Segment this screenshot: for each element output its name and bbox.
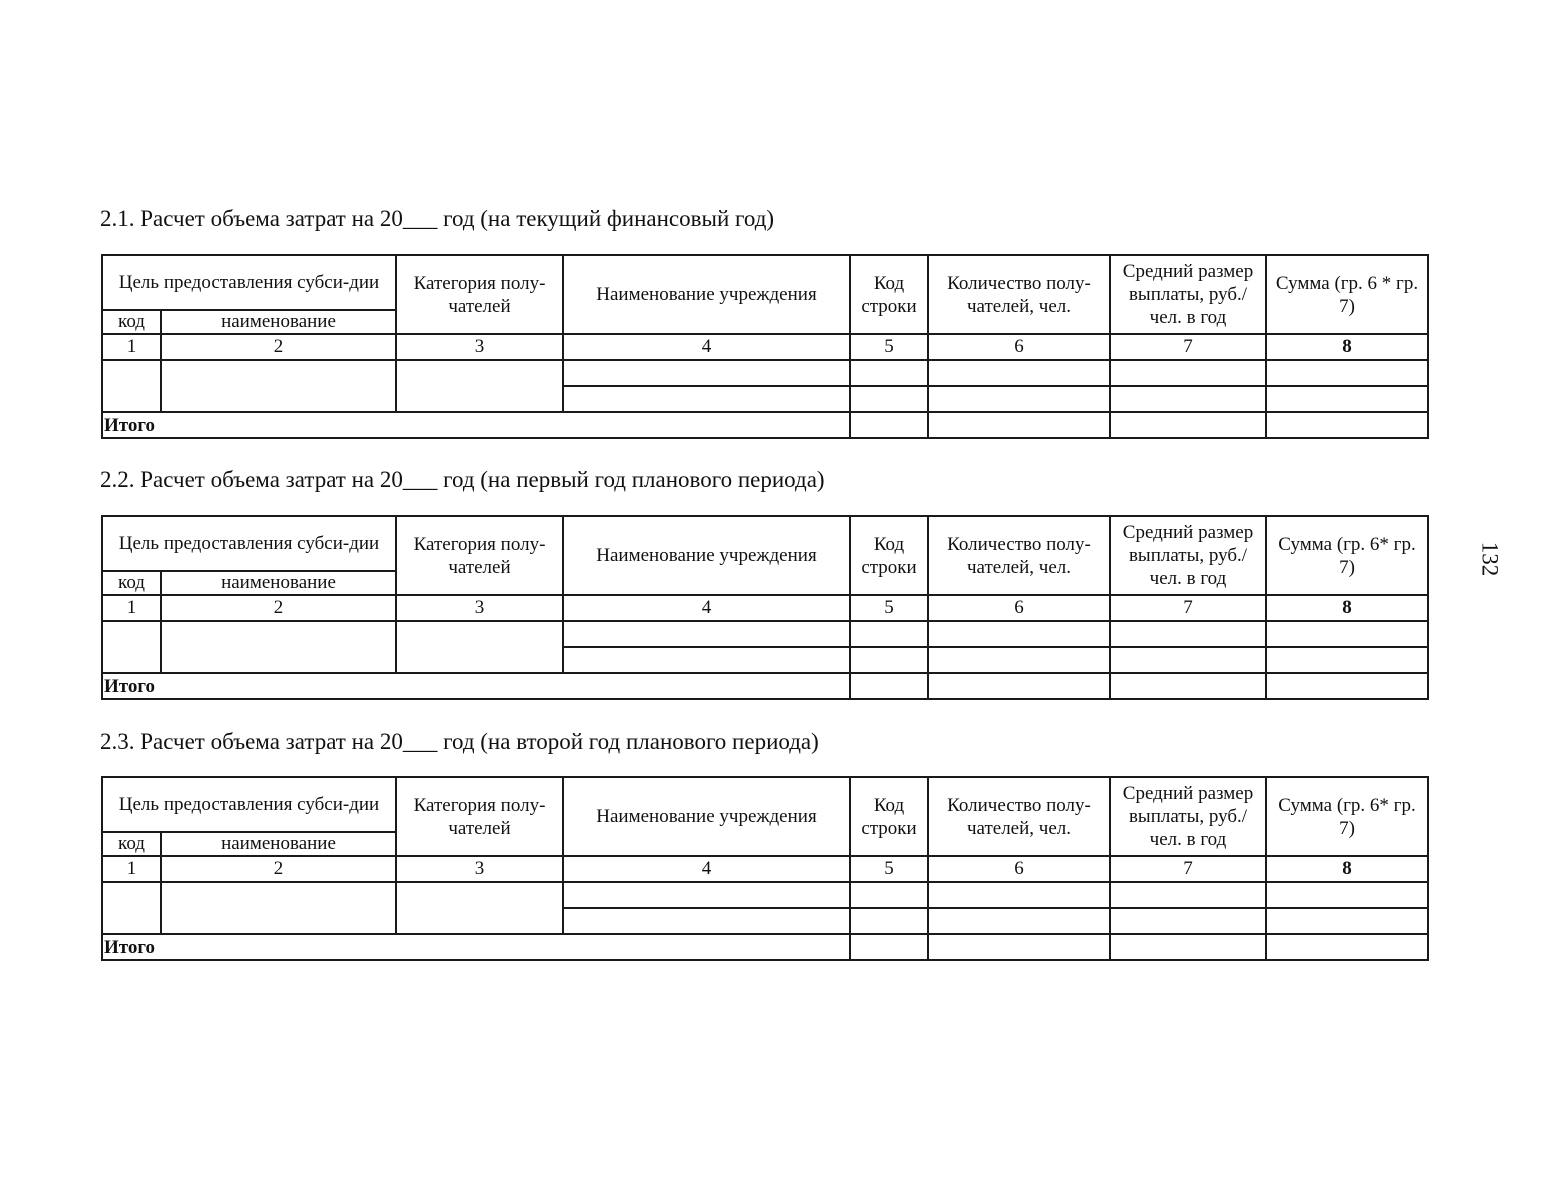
total-row-code xyxy=(850,673,928,699)
header-row-code: Код строки xyxy=(850,255,928,334)
header-sum: Сумма (гр. 6* гр. 7) xyxy=(1266,516,1428,595)
col-num-6: 6 xyxy=(928,595,1110,621)
total-row-code xyxy=(850,934,928,960)
cell-sum xyxy=(1266,621,1428,647)
total-recipients xyxy=(928,412,1110,438)
cell-avg-payment xyxy=(1110,621,1266,647)
section-title-2-2: 2.2. Расчет объема затрат на 20___ год (на первый год планового периода) xyxy=(100,467,825,492)
cell-recipients xyxy=(928,882,1110,908)
total-label: Итого xyxy=(102,934,850,960)
total-avg-payment xyxy=(1110,934,1266,960)
cell-row-code xyxy=(850,621,928,647)
header-category: Категория полу-чателей xyxy=(396,777,563,856)
col-num-3: 3 xyxy=(396,595,563,621)
cell-recipients xyxy=(928,621,1110,647)
header-category: Категория полу-чателей xyxy=(396,516,563,595)
header-row-code: Код строки xyxy=(850,516,928,595)
col-num-1: 1 xyxy=(102,856,161,882)
col-num-1: 1 xyxy=(102,334,161,360)
cell-code xyxy=(102,360,161,412)
header-avg-payment: Средний размер выплаты, руб./чел. в год xyxy=(1110,516,1266,595)
col-num-8: 8 xyxy=(1266,334,1428,360)
cell-row-code xyxy=(850,908,928,934)
total-label: Итого xyxy=(102,673,850,699)
header-recipients: Количество полу-чателей, чел. xyxy=(928,255,1110,334)
cell-avg-payment xyxy=(1110,386,1266,412)
header-recipients: Количество полу-чателей, чел. xyxy=(928,516,1110,595)
section-title-2-3: 2.3. Расчет объема затрат на 20___ год (на второй год планового периода) xyxy=(100,729,819,754)
total-recipients xyxy=(928,934,1110,960)
total-sum xyxy=(1266,934,1428,960)
header-code: код xyxy=(102,571,161,595)
cell-row-code xyxy=(850,647,928,673)
col-num-5: 5 xyxy=(850,595,928,621)
cell-institution xyxy=(563,621,850,647)
cell-sum xyxy=(1266,908,1428,934)
cell-recipients xyxy=(928,908,1110,934)
header-institution: Наименование учреждения xyxy=(563,777,850,856)
cell-institution xyxy=(563,908,850,934)
cell-institution xyxy=(563,647,850,673)
col-num-3: 3 xyxy=(396,856,563,882)
total-row-code xyxy=(850,412,928,438)
col-num-7: 7 xyxy=(1110,856,1266,882)
cell-row-code xyxy=(850,386,928,412)
header-goal: Цель предоставления субси-дии xyxy=(102,516,396,571)
cell-sum xyxy=(1266,386,1428,412)
section-title-2-1: 2.1. Расчет объема затрат на 20___ год (на текущий финансовый год) xyxy=(100,206,775,231)
page-number: 132 xyxy=(1477,541,1503,577)
col-num-2: 2 xyxy=(161,334,396,360)
cell-institution xyxy=(563,386,850,412)
cell-avg-payment xyxy=(1110,647,1266,673)
col-num-8: 8 xyxy=(1266,856,1428,882)
cell-avg-payment xyxy=(1110,882,1266,908)
col-num-5: 5 xyxy=(850,334,928,360)
cell-institution xyxy=(563,360,850,386)
cell-recipients xyxy=(928,647,1110,673)
cell-category xyxy=(396,621,563,673)
total-avg-payment xyxy=(1110,673,1266,699)
cell-sum xyxy=(1266,647,1428,673)
cell-category xyxy=(396,882,563,934)
cell-recipients xyxy=(928,360,1110,386)
cell-row-code xyxy=(850,360,928,386)
calc-table-2-3 xyxy=(101,776,1429,961)
col-num-3: 3 xyxy=(396,334,563,360)
cell-sum xyxy=(1266,360,1428,386)
header-recipients: Количество полу-чателей, чел. xyxy=(928,777,1110,856)
total-sum xyxy=(1266,412,1428,438)
col-num-6: 6 xyxy=(928,856,1110,882)
calc-table-2-2 xyxy=(101,515,1429,700)
header-institution: Наименование учреждения xyxy=(563,255,850,334)
header-goal: Цель предоставления субси-дии xyxy=(102,777,396,832)
cell-institution xyxy=(563,882,850,908)
total-sum xyxy=(1266,673,1428,699)
col-num-1: 1 xyxy=(102,595,161,621)
header-institution: Наименование учреждения xyxy=(563,516,850,595)
header-avg-payment: Средний размер выплаты, руб./чел. в год xyxy=(1110,777,1266,856)
header-name: наименование xyxy=(161,832,396,856)
header-sum: Сумма (гр. 6 * гр. 7) xyxy=(1266,255,1428,334)
header-goal: Цель предоставления субси-дии xyxy=(102,255,396,310)
header-name: наименование xyxy=(161,571,396,595)
cell-name xyxy=(161,360,396,412)
cell-code xyxy=(102,882,161,934)
col-num-7: 7 xyxy=(1110,595,1266,621)
cell-name xyxy=(161,882,396,934)
header-code: код xyxy=(102,832,161,856)
total-avg-payment xyxy=(1110,412,1266,438)
cell-code xyxy=(102,621,161,673)
col-num-4: 4 xyxy=(563,334,850,360)
cell-sum xyxy=(1266,882,1428,908)
total-recipients xyxy=(928,673,1110,699)
cell-avg-payment xyxy=(1110,908,1266,934)
cell-avg-payment xyxy=(1110,360,1266,386)
col-num-4: 4 xyxy=(563,856,850,882)
col-num-2: 2 xyxy=(161,856,396,882)
total-label: Итого xyxy=(102,412,850,438)
col-num-2: 2 xyxy=(161,595,396,621)
cell-row-code xyxy=(850,882,928,908)
header-code: код xyxy=(102,310,161,334)
col-num-4: 4 xyxy=(563,595,850,621)
col-num-6: 6 xyxy=(928,334,1110,360)
col-num-5: 5 xyxy=(850,856,928,882)
cell-category xyxy=(396,360,563,412)
cell-name xyxy=(161,621,396,673)
header-name: наименование xyxy=(161,310,396,334)
header-row-code: Код строки xyxy=(850,777,928,856)
col-num-7: 7 xyxy=(1110,334,1266,360)
col-num-8: 8 xyxy=(1266,595,1428,621)
cell-recipients xyxy=(928,386,1110,412)
header-category: Категория полу-чателей xyxy=(396,255,563,334)
header-avg-payment: Средний размер выплаты, руб./чел. в год xyxy=(1110,255,1266,334)
header-sum: Сумма (гр. 6* гр. 7) xyxy=(1266,777,1428,856)
calc-table-2-1 xyxy=(101,254,1429,439)
